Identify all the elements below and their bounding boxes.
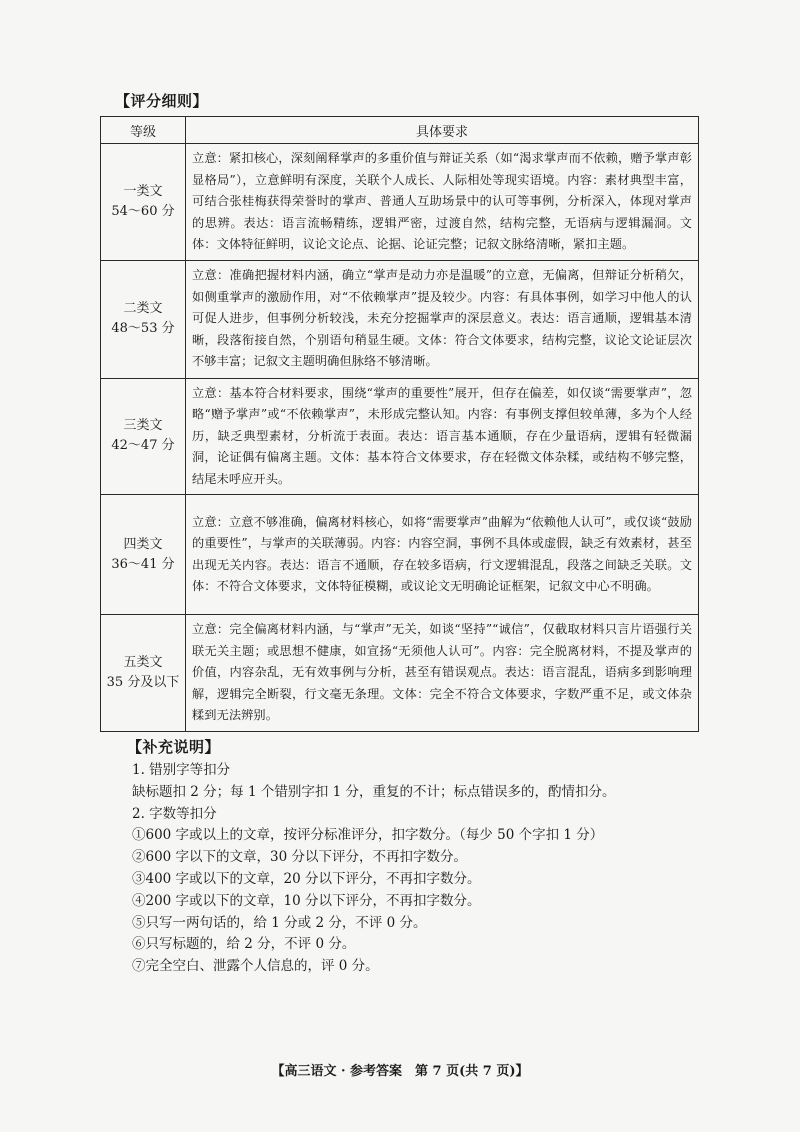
supplement-line: 1. 错别字等扣分	[132, 762, 231, 778]
supplement-line: 缺标题扣 2 分；每 1 个错别字扣 1 分，重复的不计；标点错误多的，酌情扣分。	[132, 783, 616, 800]
supplement-line: 2. 字数等扣分	[132, 805, 217, 822]
grade-score: 36～41 分	[111, 556, 175, 572]
grade-cell	[101, 144, 186, 261]
grade-label: 五类文	[123, 654, 163, 670]
grade-score: 54～60 分	[111, 203, 175, 219]
grade-cell	[101, 615, 186, 732]
grade-score: 48～53 分	[111, 321, 175, 336]
grade-label: 三类文	[123, 418, 163, 434]
supplement-list	[132, 760, 692, 978]
table-row	[101, 260, 699, 378]
supplement-line: ⑤只写一两句话的，给 1 分或 2 分，不评 0 分。	[132, 914, 427, 931]
supplement-line: ⑦完全空白、泄露个人信息的，评 0 分。	[132, 958, 379, 975]
supplement-line: ⑥只写标题的，给 2 分，不评 0 分。	[132, 936, 356, 953]
grade-label: 二类文	[123, 301, 163, 316]
requirement-cell: 立意：完全偏离材料内涵，与“掌声”无关，如谈“坚持”“诚信”，仅截取材料只言片语强行关联无关主题；或思想不健康，如宣扬“无须他人认可”。内容：完全脱离材料，不提及掌声的价值，内容杂乱，无有效事例与分析，甚至有错误观点。表达：语言混乱，语病多到影响理解，逻辑完全断裂，行文毫无条理。文体：完全不符合文体要求，字数严重不足，或文体杂糅到无法辨别。	[186, 615, 699, 732]
rubric-section-title: 【评分细则】	[115, 92, 209, 110]
supplement-line: ②600 字以下的文章，30 分以下评分，不再扣字数分。	[132, 849, 468, 866]
grade-label: 四类文	[123, 536, 163, 552]
grade-cell	[101, 378, 186, 495]
grade-label: 一类文	[123, 183, 163, 199]
supplement-line: ④200 字或以下的文章，10 分以下评分，不再扣字数分。	[132, 892, 481, 909]
requirement-cell: 立意：准确把握材料内涵，确立“掌声是动力亦是温暖”的立意，无偏离，但辩证分析稍欠，如侧重掌声的激励作用，对“不依赖掌声”提及较少。内容：有具体事例，如学习中他人的认可促人进步，但事例分析较浅，未充分挖掘掌声的深层意义。表达：语言通顺，逻辑基本清晰，段落衔接自然，个别语句稍显生硬。文体：符合文体要求，结构完整，议论文论证层次不够丰富；记叙文主题明确但脉络不够清晰。	[186, 260, 699, 378]
requirement-cell: 立意：立意不够准确，偏离材料核心，如将“需要掌声”曲解为“依赖他人认可”，或仅谈“鼓励的重要性”，与掌声的关联薄弱。内容：内容空洞，事例不具体或虚假，缺乏有效素材，甚至出现无关内容。表达：语言不通顺，存在较多语病，行文逻辑混乱，段落之间缺乏关联。文体：不符合文体要求，文体特征模糊，或议论文无明确论证框架，记叙文中心不明确。	[186, 495, 699, 615]
table-row	[101, 615, 699, 732]
rubric-table	[100, 116, 699, 732]
requirement-cell: 立意：紧扣核心，深刻阐释掌声的多重价值与辩证关系（如“渴求掌声而不依赖，赠予掌声彰显格局”），立意鲜明有深度，关联个人成长、人际相处等现实语境。内容：素材典型丰富，可结合张桂梅获得荣誉时的掌声、普通人互助场景中的认可等事例，分析深入，体现对掌声的思辨。表达：语言流畅精练，逻辑严密，过渡自然，结构完整，无语病与逻辑漏洞。文体：文体特征鲜明，议论文论点、论据、论证完整；记叙文脉络清晰，紧扣主题。	[186, 144, 699, 261]
grade-cell	[101, 495, 186, 615]
table-row	[101, 378, 699, 495]
supplement-line: ①600 字或以上的文章，按评分标准评分，扣字数分。（每少 50 个字扣 1 分）	[132, 827, 604, 844]
table-header-row	[101, 117, 699, 144]
table-row	[101, 144, 699, 261]
supplement-section-title: 【补充说明】	[127, 738, 221, 756]
requirement-column-header: 具体要求	[186, 117, 699, 144]
grade-score: 35 分及以下	[106, 674, 180, 690]
table-row	[101, 495, 699, 615]
requirement-cell: 立意：基本符合材料要求，围绕“掌声的重要性”展开，但存在偏差，如仅谈“需要掌声”，忽略“赠予掌声”或“不依赖掌声”，未形成完整认知。内容：有事例支撑但较单薄，多为个人经历，缺乏典型素材，分析流于表面。表达：语言基本通顺，存在少量语病，逻辑有轻微漏洞，论证偶有偏离主题。文体：基本符合文体要求，存在轻微文体杂糅，或结构不够完整，结尾未呼应开头。	[186, 378, 699, 495]
grade-column-header: 等级	[101, 117, 186, 144]
grade-score: 42～47 分	[111, 438, 175, 454]
page-footer: 【高三语文 · 参考答案 第 7 页(共 7 页)】	[271, 1064, 529, 1079]
grade-cell	[101, 260, 186, 378]
supplement-line: ③400 字或以下的文章，20 分以下评分，不再扣字数分。	[132, 870, 481, 887]
